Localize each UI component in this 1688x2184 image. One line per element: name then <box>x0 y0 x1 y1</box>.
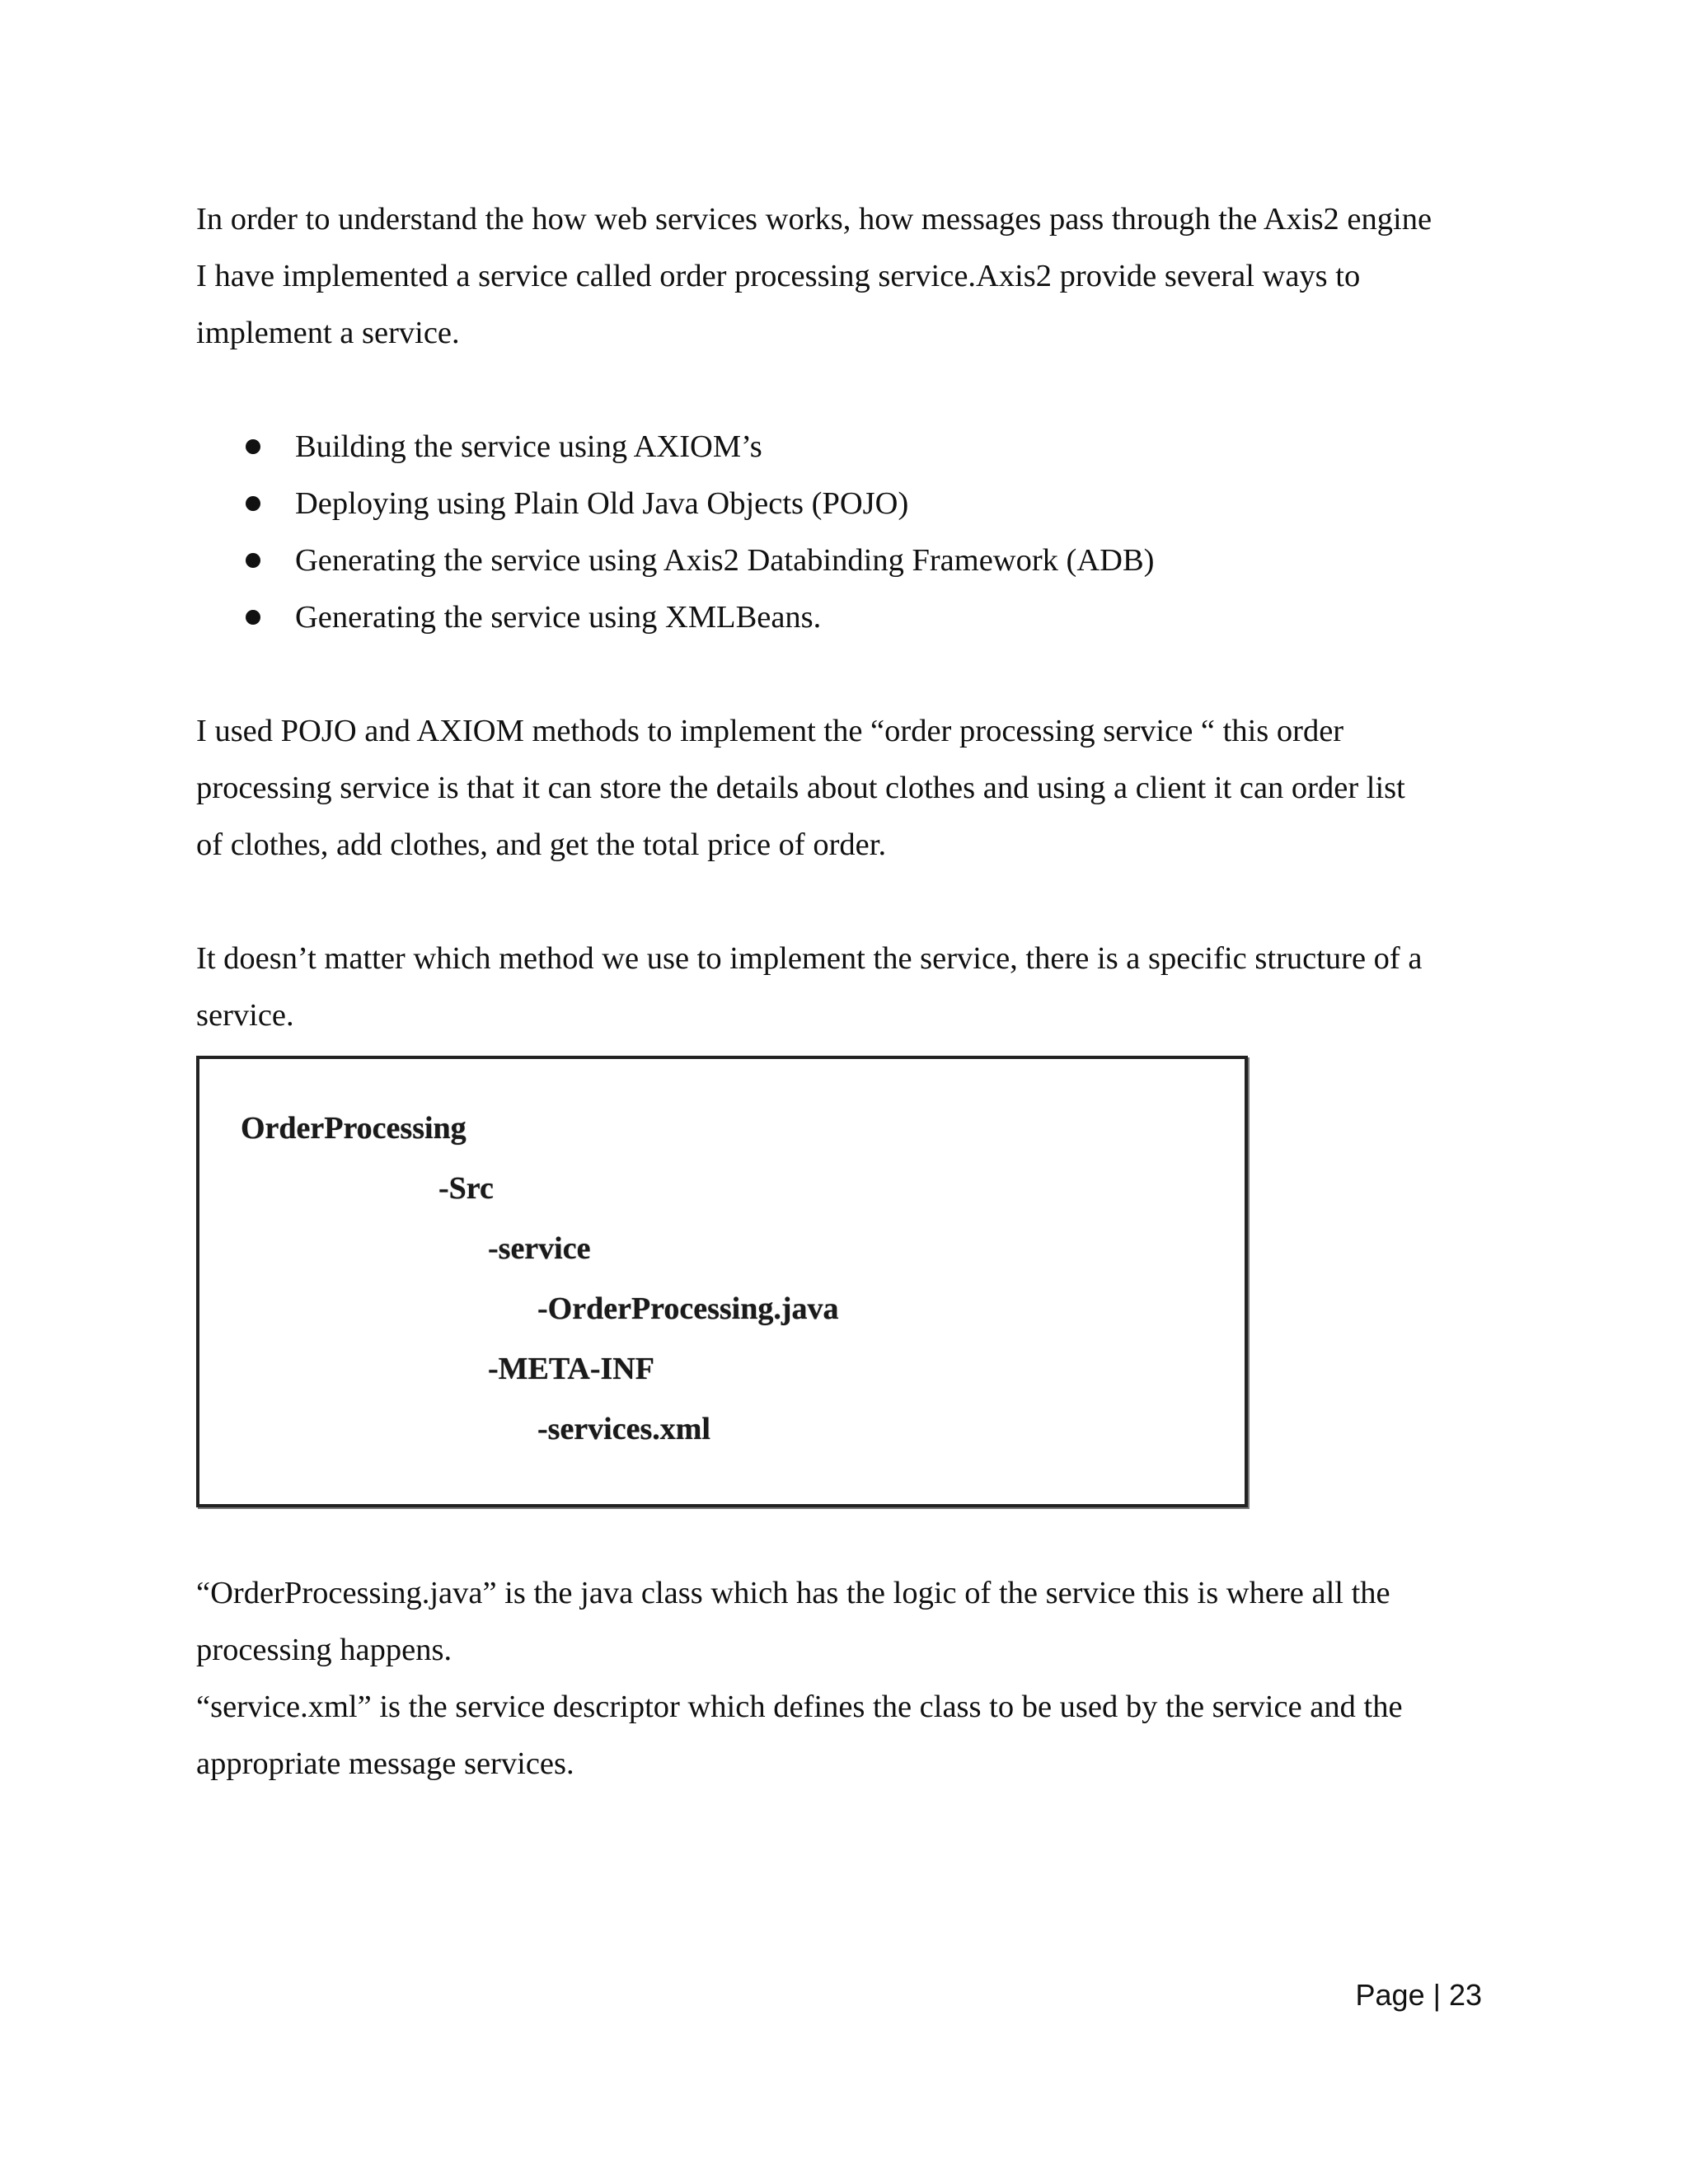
bullet-icon <box>246 553 260 568</box>
bullet-icon <box>246 496 260 511</box>
intro-paragraph <box>196 191 1490 362</box>
implementation-methods-list <box>196 419 1490 646</box>
paragraph-spacer <box>196 874 1490 930</box>
tree-node-services-xml: -services.xml <box>537 1412 710 1446</box>
list-item-text: Generating the service using XMLBeans. <box>295 600 822 635</box>
service-structure-figure <box>196 1056 1248 1507</box>
list-item <box>246 589 1490 646</box>
intro-line: implement a service. <box>196 316 460 350</box>
page-content <box>196 191 1490 1793</box>
intro-line: I have implemented a service called order processing service.Axis2 provide several ways to <box>196 259 1361 293</box>
structure-line: service. <box>196 998 294 1033</box>
after-figure-line: appropriate message services. <box>196 1746 574 1781</box>
after-figure-line: “OrderProcessing.java” is the java class which has the logic of the service this is where all the <box>196 1576 1390 1610</box>
pojo-line: of clothes, add clothes, and get the total price of order. <box>196 827 887 862</box>
bullet-icon <box>246 439 260 454</box>
intro-line: In order to understand the how web services works, how messages pass through the Axis2 engine <box>196 202 1432 237</box>
structure-paragraph <box>196 930 1490 1044</box>
structure-line: It doesn’t matter which method we use to implement the service, there is a specific structure of a <box>196 941 1423 976</box>
list-item-text: Generating the service using Axis2 Databinding Framework (ADB) <box>295 543 1155 578</box>
list-item <box>246 419 1490 476</box>
paragraph-spacer <box>196 646 1490 703</box>
list-item-text: Deploying using Plain Old Java Objects (POJO) <box>295 486 909 521</box>
pojo-line: I used POJO and AXIOM methods to implement the “order processing service “ this order <box>196 714 1344 748</box>
tree-node-orderprocessing-java: -OrderProcessing.java <box>537 1291 839 1326</box>
pojo-line: processing service is that it can store the details about clothes and using a client it can order list <box>196 771 1405 805</box>
page-number: Page | 23 <box>1355 1978 1482 2012</box>
tree-node-service: -service <box>488 1231 591 1266</box>
paragraph-spacer <box>196 362 1490 419</box>
after-figure-line: processing happens. <box>196 1633 452 1667</box>
list-item-text: Building the service using AXIOM’s <box>295 429 762 464</box>
after-figure-paragraph <box>196 1565 1490 1793</box>
list-item <box>246 476 1490 532</box>
list-item <box>246 532 1490 589</box>
tree-root-orderprocessing: OrderProcessing <box>241 1111 467 1146</box>
after-figure-line: “service.xml” is the service descriptor which defines the class to be used by the service and the <box>196 1690 1403 1724</box>
tree-node-src: -Src <box>438 1171 494 1206</box>
bullet-icon <box>246 610 260 625</box>
tree-node-meta-inf: -META-INF <box>488 1352 654 1386</box>
pojo-paragraph <box>196 703 1490 874</box>
